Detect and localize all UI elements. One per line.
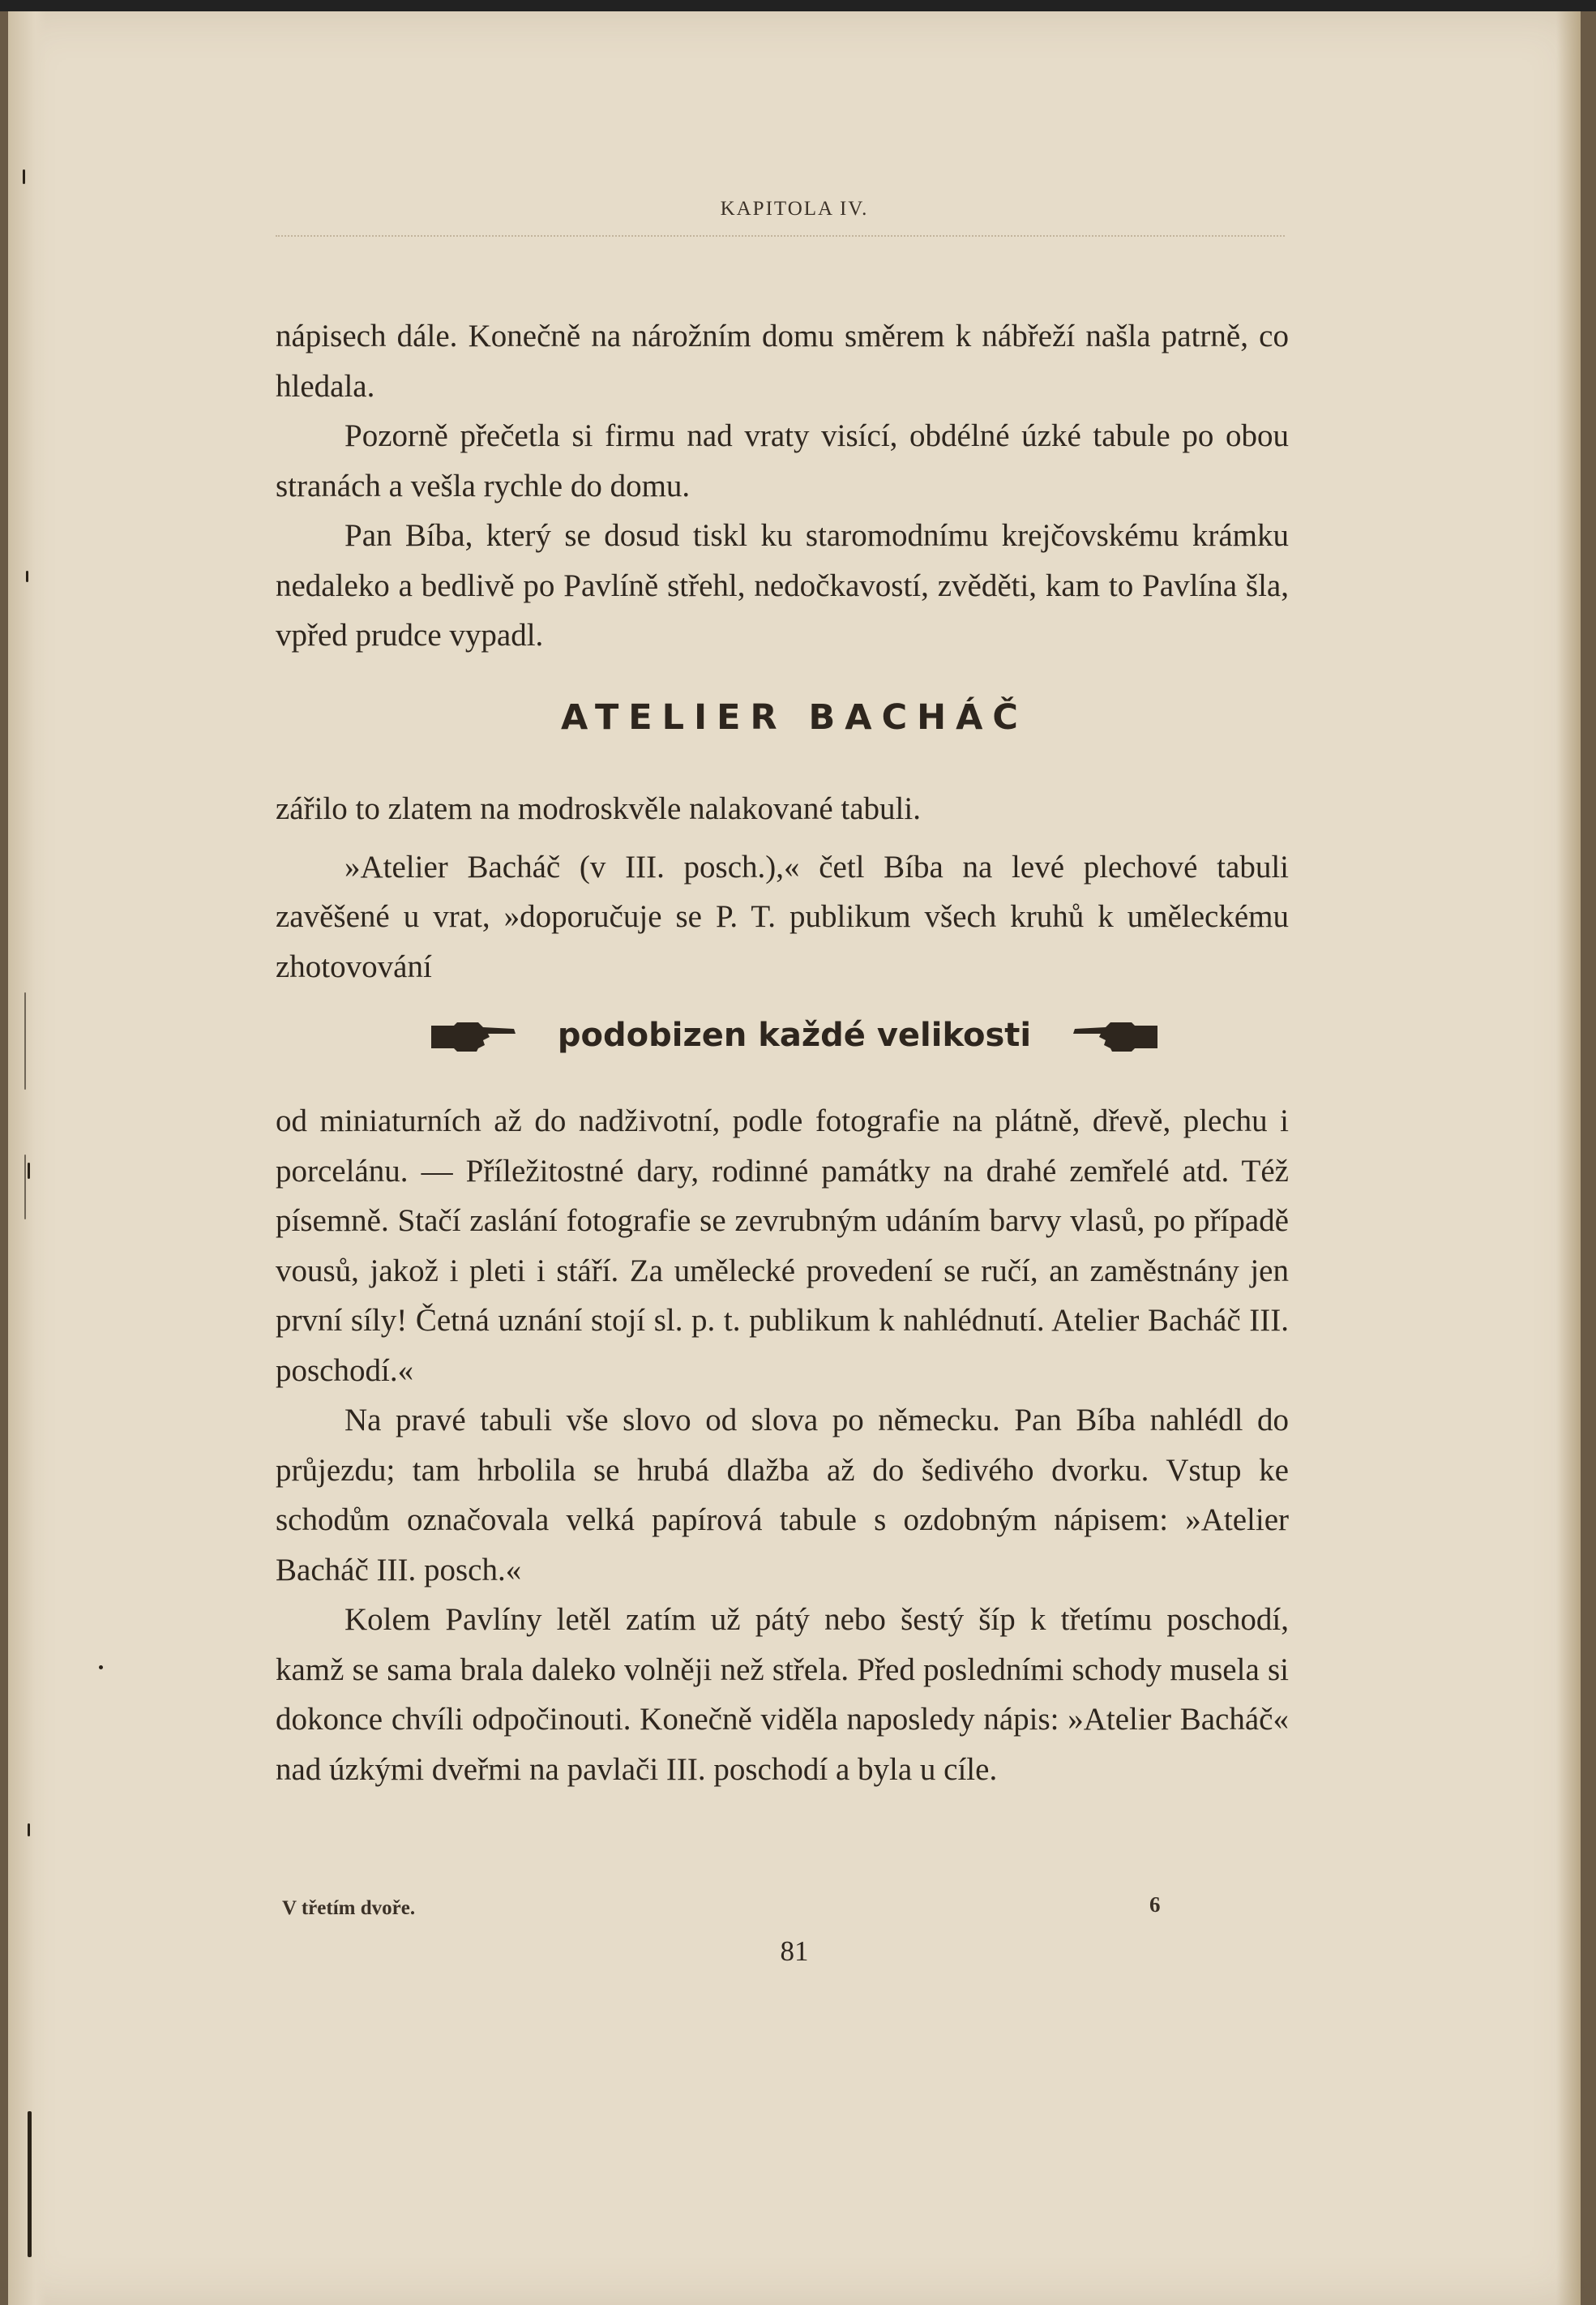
paragraph: Kolem Pavlíny letěl zatím už pátý nebo šestý šíp k třetímu poschodí, kamž se sama brala daleko volněji než střela. Před posledními schody musela si dokonce chvíli odpočinouti. Konečně viděla naposledy nápis: »Atelier Bacháč« nad úzkými dveřmi na pavlači III. poschodí a byla u cíle. bbox=[276, 1602, 1289, 1787]
pointing-hand-right-icon bbox=[430, 1019, 519, 1055]
running-head: KAPITOLA IV. bbox=[720, 198, 869, 220]
book-page bbox=[8, 11, 1581, 2305]
scan-mark bbox=[28, 1823, 30, 1836]
scan-mark bbox=[99, 1665, 103, 1669]
paragraph: Na pravé tabuli vše slovo od slova po německu. Pan Bíba nahlédl do průjezdu; tam hrbolila se hrubá dlažba až do šedivého dvorku. Vstup ke schodům označovala velká papírová tabule s ozdobným nápisem: »Atelier Bacháč III. posch.« bbox=[276, 1403, 1289, 1587]
text-block-top bbox=[276, 311, 1289, 661]
paragraph: zářilo to zlatem na modroskvěle nalakované tabuli. bbox=[276, 791, 921, 826]
scan-mark bbox=[26, 571, 28, 582]
paragraph: Pan Bíba, který se dosud tiskl ku staromodnímu krejčovskému krámku nedaleko a bedlivě po Pavlíně střehl, nedočkavostí, zvěděti, kam to Pavlína šla, vpřed prudce vypadl. bbox=[276, 518, 1289, 653]
scan-top-border bbox=[0, 0, 1596, 11]
text-block-middle bbox=[276, 784, 1289, 992]
header-rule bbox=[276, 235, 1285, 237]
scan-mark bbox=[24, 1155, 26, 1219]
scan-mark bbox=[23, 169, 25, 184]
paragraph: »Atelier Bacháč (v III. posch.),« četl Bíba na levé plechové tabuli zavěšené u vrat, »doporučuje se P. T. publikum všech kruhů k uměleckému zhotovování bbox=[276, 849, 1289, 984]
signature-mark: 6 bbox=[1149, 1892, 1161, 1917]
text-block-bottom bbox=[276, 1096, 1289, 1794]
footer-book-title: V třetím dvoře. bbox=[282, 1897, 416, 1919]
page-number: 81 bbox=[780, 1935, 809, 1967]
advert-banner bbox=[8, 1017, 1581, 1055]
paragraph: nápisech dále. Konečně na nárožním domu směrem k nábřeží našla patrně, co hledala. bbox=[276, 319, 1289, 404]
paragraph: Pozorně přečetla si firmu nad vraty visící, obdélné úzké tabule po obou stranách a vešla rychle do domu. bbox=[276, 418, 1289, 503]
scan-mark bbox=[28, 2111, 32, 2257]
pointing-hand-left-icon bbox=[1070, 1019, 1159, 1055]
scan-mark bbox=[28, 1163, 30, 1179]
banner-text: podobizen každé velikosti bbox=[557, 1017, 1032, 1054]
paragraph: od miniaturních až do nadživotní, podle fotografie na plátně, dřevě, plechu i porcelánu. — Příležitostné dary, rodinné památky na drahé zemřelé atd. Též písemně. Stačí zaslání fotografie se zevrubným udáním barvy vlasů, po případě vousů, jakož i pleti i stáří. Za umělecké provedení se ručí, an zaměstnány jen první síly! Četná uznání stojí sl. p. t. publikum k nahlédnutí. Atelier Bacháč III. poschodí.« bbox=[276, 1103, 1289, 1388]
sign-heading: ATELIER BACHÁČ bbox=[561, 697, 1028, 738]
